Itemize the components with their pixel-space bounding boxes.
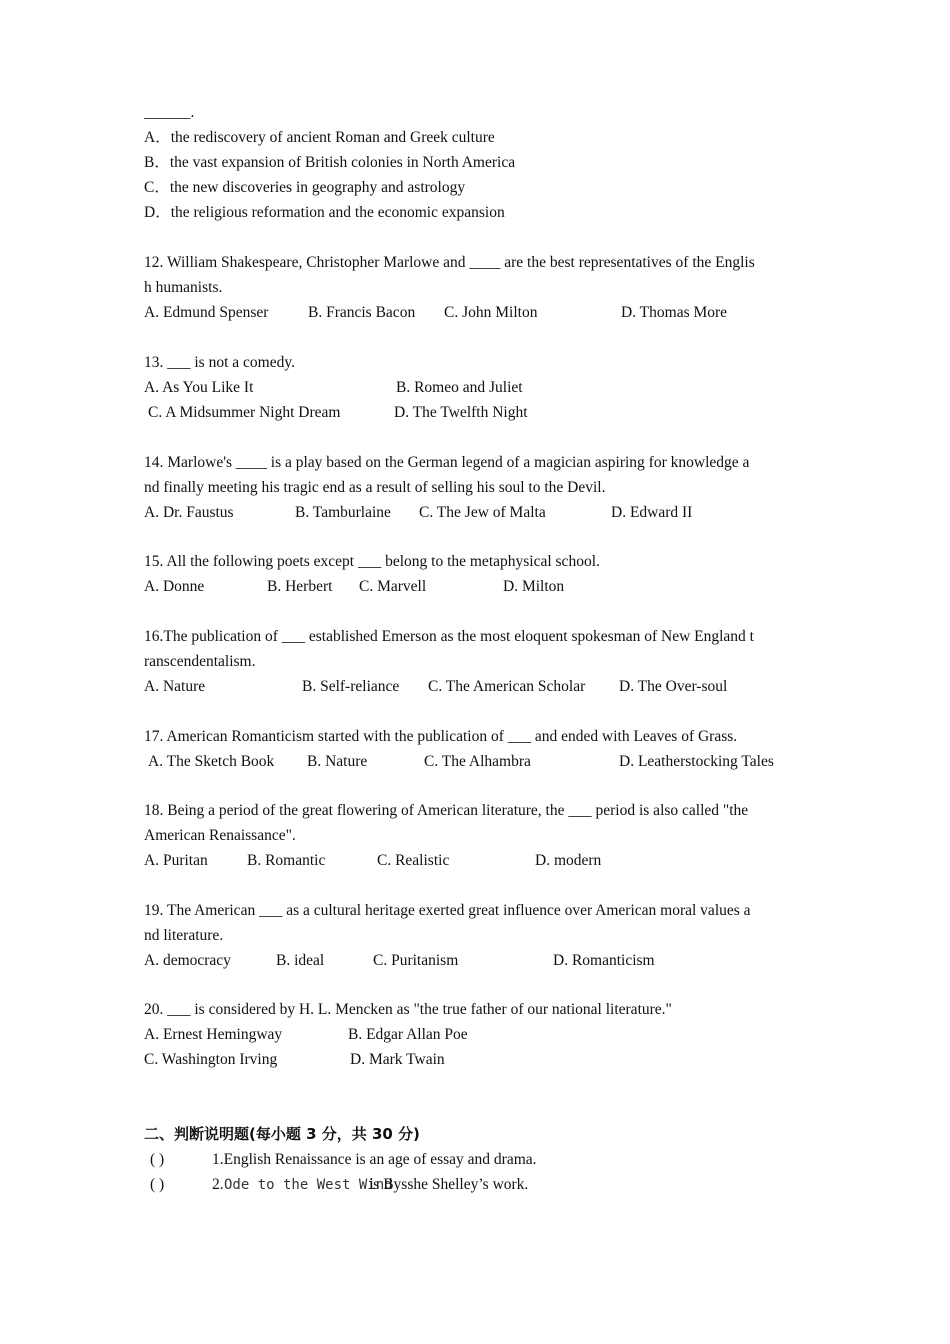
q19-option-b: B. ideal [276,952,325,969]
q12-stem-line1: 12. William Shakespeare, Christopher Marlowe and ____ are the best representatives of the Englis [144,254,755,271]
q17-option-b: B. Nature [307,753,368,770]
q14-option-a: A. Dr. Faustus [144,504,234,521]
q16-stem-line2: ranscendentalism. [144,653,256,670]
q14-option-b: B. Tamburlaine [295,504,391,521]
q19-option-a: A. democracy [144,952,231,969]
q17-option-c: C. The Alhambra [424,753,531,770]
q11-option-d: D．the religious reformation and the economic expansion [144,204,505,221]
q18-option-c: C. Realistic [377,852,450,869]
tf1-statement: 1.English Renaissance is an age of essay and drama. [212,1151,537,1168]
q20-option-c: C. Washington Irving [144,1051,278,1068]
q11-option-c: C．the new discoveries in geography and astrology [144,179,466,196]
q14-stem-line1: 14. Marlowe's ____ is a play based on the German legend of a magician aspiring for knowledge a [144,454,750,471]
q14-stem-line2: nd finally meeting his tragic end as a result of selling his soul to the Devil. [144,479,606,496]
q18-stem-line1: 18. Being a period of the great flowering of American literature, the ___ period is also called "the [144,802,749,819]
q13-option-d: D. The Twelfth Night [394,404,528,421]
q11-option-a: A．the rediscovery of ancient Roman and Greek culture [144,129,495,146]
q15-option-d: D. Milton [503,578,565,595]
q12-option-a: A. Edmund Spenser [144,304,269,321]
q16-option-c: C. The American Scholar [428,678,586,695]
q12-stem-line2: h humanists. [144,279,223,296]
tf1-answer-paren: ( ) [150,1151,165,1168]
q20-stem: 20. ___ is considered by H. L. Mencken as "the true father of our national literature." [144,1001,672,1018]
q19-option-d: D. Romanticism [553,952,655,969]
q12-option-c: C. John Milton [444,304,538,321]
q20-option-a: A. Ernest Hemingway [144,1026,283,1043]
q20-option-d: D. Mark Twain [350,1051,445,1068]
tf2-answer-paren: ( ) [150,1176,165,1193]
tf2-statement: is Bysshe Shelley’s work. [369,1176,529,1193]
tf2-number: 2. [212,1176,224,1193]
q15-stem: 15. All the following poets except ___ belong to the metaphysical school. [144,553,600,570]
q20-option-b: B. Edgar Allan Poe [348,1026,468,1043]
q14-option-c: C. The Jew of Malta [419,504,546,521]
q16-option-b: B. Self-reliance [302,678,400,695]
q13-option-a: A. As You Like It [144,379,254,396]
q11-stem-tail: ______. [144,104,195,121]
q17-option-d: D. Leatherstocking Tales [619,753,774,770]
q15-option-b: B. Herbert [267,578,333,595]
q18-stem-line2: American Renaissance". [144,827,296,844]
section2-title: 二、判断说明题(每小题 3 分，共 30 分) [144,1125,420,1143]
q18-option-d: D. modern [535,852,602,869]
q16-stem-line1: 16.The publication of ___ established Emerson as the most eloquent spokesman of New England t [144,628,754,645]
q13-stem: 13. ___ is not a comedy. [144,354,295,371]
q12-option-d: D. Thomas More [621,304,728,321]
q19-stem-line2: nd literature. [144,927,224,944]
q16-option-d: D. The Over-soul [619,678,728,695]
q17-stem: 17. American Romanticism started with the publication of ___ and ended with Leaves of Grass. [144,728,738,745]
q13-option-c: C. A Midsummer Night Dream [148,404,341,421]
q12-option-b: B. Francis Bacon [308,304,416,321]
q15-option-c: C. Marvell [359,578,427,595]
q13-option-b: B. Romeo and Juliet [396,379,523,396]
tf2-poem-title: Ode to the West Wind [224,1177,393,1193]
q11-option-b: B．the vast expansion of British colonies in North America [144,154,516,171]
q19-stem-line1: 19. The American ___ as a cultural heritage exerted great influence over American moral values a [144,902,751,919]
q15-option-a: A. Donne [144,578,205,595]
q16-option-a: A. Nature [144,678,206,695]
q14-option-d: D. Edward II [611,504,693,521]
q18-option-a: A. Puritan [144,852,208,869]
q17-option-a: A. The Sketch Book [148,753,275,770]
q18-option-b: B. Romantic [247,852,326,869]
q19-option-c: C. Puritanism [373,952,459,969]
